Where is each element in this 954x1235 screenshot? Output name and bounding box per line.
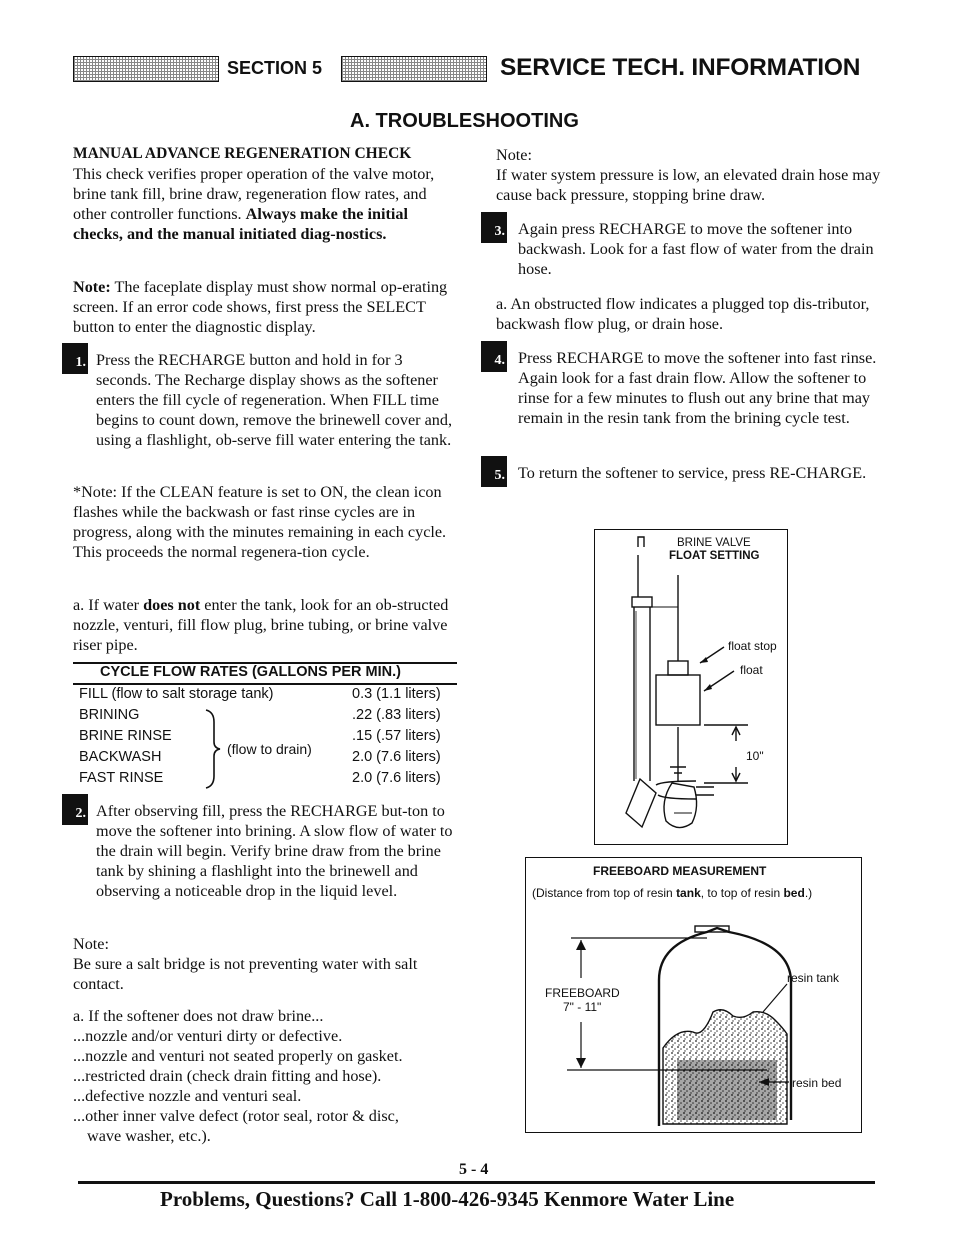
step-4-text: Press RECHARGE to move the softener into fast rinse. Again look for a fast drain flow. Allow the softener to rinse for a few minutes to flush out any brine that may remain in the resin tank from the brining cycle test. [518, 349, 877, 427]
step-1-badge: 1. [62, 343, 88, 374]
label-float: float [740, 663, 763, 677]
item-prefix: a. [73, 596, 85, 614]
label-resin-bed: resin bed [792, 1076, 842, 1090]
step-1-text: Press the RECHARGE button and hold in for 3 seconds. The Recharge display shows as the softener enters the fill cycle of regeneration. When FILL time begins to count down, remove the brinewell cover and, using a flashlight, ob-serve fill water entering the tank. [96, 351, 453, 449]
note-pressure-label: Note: [496, 146, 532, 164]
label-freeboard: FREEBOARD [545, 986, 620, 1000]
fig1-title-line2: FLOAT SETTING [669, 550, 760, 562]
label-dimension: 10" [746, 749, 764, 763]
label-resin-tank: resin tank [787, 971, 840, 985]
table-row: FILL (flow to salt storage tank) 0.3 (1.1 liters) [79, 686, 441, 702]
intro-bold: Always make the initial checks, and the manual initiated diag-nostics. [73, 205, 408, 243]
table-row: BRINE RINSE .15 (.57 liters) [79, 728, 441, 744]
cause-item: ...nozzle and/or venturi dirty or defective. [73, 1027, 343, 1045]
section-heading: A. TROUBLESHOOTING [350, 110, 579, 132]
note-salt-text: Be sure a salt bridge is not preventing water with salt contact. [73, 955, 418, 993]
table-row: FAST RINSE 2.0 (7.6 liters) [79, 770, 441, 786]
note-salt-label: Note: [73, 935, 109, 953]
note-faceplate [73, 277, 461, 337]
cause-item: ...other inner valve defect (rotor seal, rotor & disc, [73, 1107, 399, 1125]
step-2-text: After observing fill, press the RECHARGE but-ton to move the softener into brining. A slow flow of water to the drain will begin. Verify brine draw from the brine tank by shining a flashlight into the brinewell and observing a noticeable drop in the liquid level. [96, 802, 453, 900]
brace-label: (flow to drain) [227, 741, 312, 757]
note-pressure-text: If water system pressure is low, an elevated drain hose may cause back pressure, stopping brine draw. [496, 166, 881, 204]
table-header-rule [73, 683, 457, 685]
table-row: BACKWASH 2.0 (7.6 liters) [79, 749, 441, 765]
brine-valve-drawing [596, 531, 786, 843]
header-hatch-right [341, 56, 487, 82]
page-number: 5 - 4 [459, 1161, 489, 1178]
step-5-text: To return the softener to service, press RE-CHARGE. [518, 464, 867, 482]
resin-tank-drawing [527, 920, 860, 1130]
check-a-backwash: a. An obstructed flow indicates a plugged top dis-tributor, backwash flow plug, or drain hose. [496, 295, 870, 333]
step-5-badge: 5. [481, 456, 507, 487]
clean-note: *Note: If the CLEAN feature is set to ON, the clean icon flashes while the backwash or fast rinse cycles are in progress, along with the minutes remaining in each cycle. This proceeds the normal regenera-tion cycle. [73, 483, 447, 561]
intro-paragraph [73, 164, 461, 244]
label-float-stop: float stop [728, 639, 777, 653]
check-a-fill: a. If water does not enter the tank, look for an ob-structed nozzle, venturi, fill flow plug, brine tubing, or brine valve riser pipe. [73, 596, 449, 654]
fig1-title-line1: BRINE VALVE [677, 537, 751, 549]
page-title: SERVICE TECH. INFORMATION [500, 54, 861, 81]
table-row: BRINING .22 (.83 liters) [79, 707, 441, 723]
item-prefix: a. [73, 1007, 85, 1025]
note-label: Note: [73, 278, 111, 296]
cause-item: wave washer, etc.). [87, 1127, 211, 1145]
step-3-badge: 3. [481, 212, 507, 243]
step-4-badge: 4. [481, 341, 507, 372]
table-title: CYCLE FLOW RATES (GALLONS PER MIN.) [100, 664, 401, 680]
fig2-subtitle: (Distance from top of resin tank, to top of resin bed.) [532, 886, 813, 900]
cause-item: ...restricted drain (check drain fitting and hose). [73, 1067, 382, 1085]
step-2-badge: 2. [62, 794, 88, 825]
cause-item: ...defective nozzle and venturi seal. [73, 1087, 302, 1105]
note-text: The faceplate display must show normal op-erating screen. If an error code shows, first press the SELECT button to enter the diagnostic display. [73, 278, 448, 336]
label-freeboard-range: 7" - 11" [563, 1000, 602, 1014]
cause-item: ...nozzle and venturi not seated properly on gasket. [73, 1047, 403, 1065]
item-prefix: a. [496, 295, 508, 313]
flow-brace [200, 708, 224, 790]
header-hatch-left [73, 56, 219, 82]
footer-rule [78, 1181, 875, 1184]
section-label: SECTION 5 [227, 58, 323, 78]
emphasis: does not [143, 596, 201, 614]
fig2-title: FREEBOARD MEASUREMENT [593, 864, 767, 878]
footer-hotline: Problems, Questions? Call 1-800-426-9345 Kenmore Water Line [160, 1187, 735, 1211]
check-a-brine: a. If the softener does not draw brine... [73, 1007, 324, 1025]
check-title: MANUAL ADVANCE REGENERATION CHECK [73, 145, 412, 162]
intro-plain: This check verifies proper operation of the valve motor, brine tank fill, brine draw, regeneration flow rates, and other controller functions. [73, 165, 435, 223]
step-3-text: Again press RECHARGE to move the softener into backwash. Look for a fast flow of water from the drain hose. [518, 220, 874, 278]
